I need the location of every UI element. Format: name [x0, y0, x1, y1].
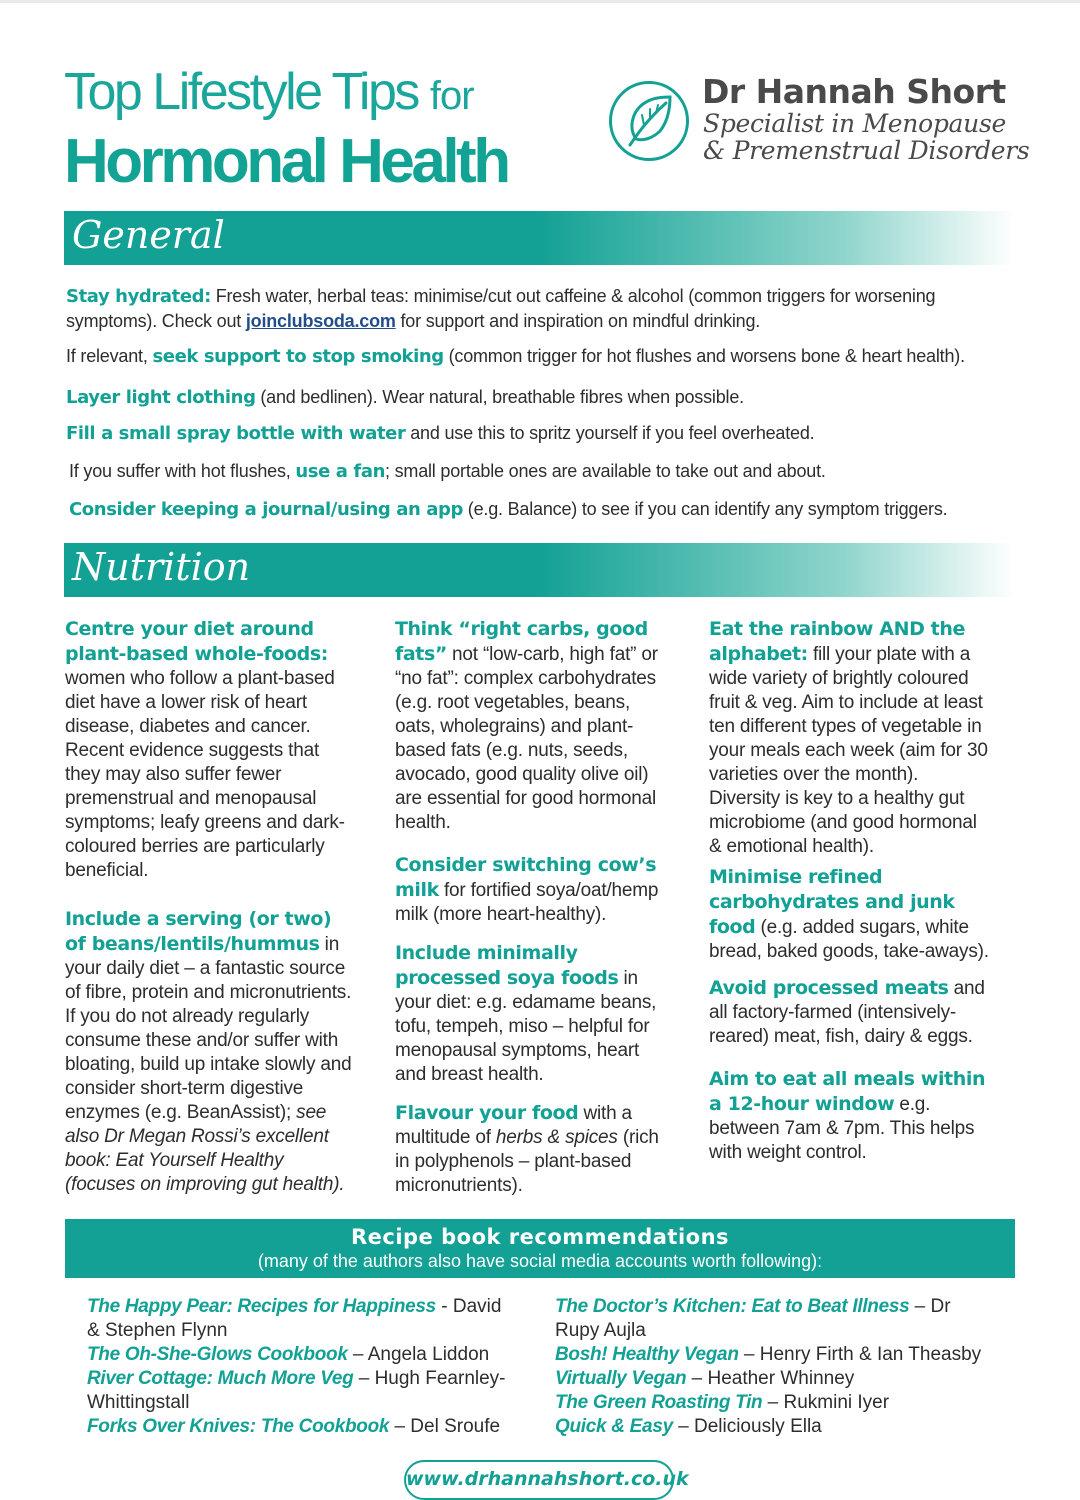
tip-smoking: If relevant, seek support to stop smoking (common trigger for hot flushes and worsens bone & heart health). — [66, 346, 965, 367]
tip-rainbow: Eat the rainbow AND the alphabet: fill your plate with a wide variety of brightly coloured fruit & veg. Aim to include at least ten different types of vegetable in your meals each week (aim for 30 varieties over the month). Diversity is key to a healthy gut microbiome (and good hormonal & emotional health). — [709, 618, 988, 857]
tip-beans: Include a serving (or two) of beans/lentils/hummus in your daily diet – a fantastic source of fibre, protein and micronutrients. If you do not already regularly consume these and/or suffer with bloating, build up intake slowly and consider short-term digestive enzymes (e.g. BeanAssist); see also Dr Megan Rossi’s excellent book: Eat Yourself Healthy (focuses on improving gut health). — [65, 908, 352, 1195]
tip-flavour: Flavour your food with a multitude of herbs & spices (rich in polyphenols – plant-based micronutrients). — [395, 1102, 659, 1196]
tip-soya: Include minimally processed soya foods in your diet: e.g. edamame beans, tofu, tempeh, miso – helpful for menopausal symptoms, heart and breast health. — [395, 942, 657, 1085]
book-item: Quick & Easy – Deliciously Ella — [555, 1416, 822, 1437]
tip-hydration: Stay hydrated: Fresh water, herbal teas: minimise/cut out caffeine & alcohol (common triggers for worsening symptoms). Check out joinclubsoda.com for support and inspiration on mindful drinking. — [66, 286, 936, 331]
recipe-section-header: Recipe book recommendations (many of the authors also have social media accounts worth following): — [65, 1219, 1015, 1278]
tip-carbs-fats: Think “right carbs, good fats” not “low-carb, high fat” or “no fat”: complex carbohydrates (e.g. root vegetables, beans, oats, wholegrains) and plant-based fats (e.g. nuts, seeds, avocado, good quality olive oil) are essential for good hormonal health. — [395, 618, 658, 833]
nutrition-column-2 — [395, 617, 675, 1198]
nutrition-section-header: Nutrition — [64, 543, 1014, 597]
website-link-label: www.drhannahshort.co.uk — [406, 1468, 689, 1490]
book-item: The Doctor’s Kitchen: Eat to Beat Illness – Dr Rupy Aujla — [555, 1296, 951, 1341]
brand-name: Dr Hannah Short — [702, 72, 1006, 111]
recipe-list-right — [555, 1295, 995, 1439]
top-border — [0, 0, 1080, 3]
title-line2: Hormonal Health — [64, 127, 508, 196]
tip-journal: Consider keeping a journal/using an app (e.g. Balance) to see if you can identify any symptom triggers. — [69, 499, 948, 520]
book-item: The Happy Pear: Recipes for Happiness - David & Stephen Flynn — [87, 1296, 502, 1341]
tip-clothing: Layer light clothing (and bedlinen). Wear natural, breathable fibres when possible. — [66, 387, 744, 408]
website-link[interactable] — [404, 1460, 689, 1500]
tip-milk: Consider switching cow’s milk for fortified soya/oat/hemp milk (more heart-healthy). — [395, 854, 659, 925]
nutrition-column-1 — [65, 617, 357, 1197]
tip-fan: If you suffer with hot flushes, use a fan; small portable ones are available to take out and about. — [69, 461, 826, 482]
tip-refined-carbs: Minimise refined carbohydrates and junk food (e.g. added sugars, white bread, baked goods, take-aways). — [709, 866, 989, 962]
tip-12-hour-window: Aim to eat all meals within a 12-hour window e.g. between 7am & 7pm. This helps with weight control. — [709, 1068, 986, 1163]
general-section-header: General — [64, 211, 1014, 265]
joinclubsoda-link[interactable]: joinclubsoda.com — [245, 311, 396, 331]
book-item: Virtually Vegan – Heather Whinney — [555, 1368, 855, 1389]
book-item: River Cottage: Much More Veg – Hugh Fearnley-Whittingstall — [87, 1368, 506, 1413]
leaf-icon — [609, 81, 689, 161]
tip-spray-bottle: Fill a small spray bottle with water and use this to spritz yourself if you feel overheated. — [66, 423, 815, 444]
book-item: Forks Over Knives: The Cookbook – Del Sroufe — [87, 1416, 501, 1437]
book-item: The Oh-She-Glows Cookbook – Angela Liddon — [87, 1344, 490, 1365]
nutrition-column-3 — [709, 617, 989, 1165]
brand-tagline: Specialist in Menopause & Premenstrual Disorders — [703, 109, 1030, 165]
book-item: The Green Roasting Tin – Rukmini Iyer — [555, 1392, 890, 1413]
tip-processed-meats: Avoid processed meats and all factory-farmed (intensively-reared) meat, fish, dairy & eggs. — [709, 977, 985, 1047]
tip-plant-based: Centre your diet around plant-based whole-foods: women who follow a plant-based diet have a lower risk of heart disease, diabetes and cancer. Recent evidence suggests that they may also suffer fewer premenstrual and menopausal symptoms; leafy greens and dark-coloured berries are particularly beneficial. — [65, 618, 345, 881]
book-item: Bosh! Healthy Vegan – Henry Firth & Ian Theasby — [555, 1344, 982, 1365]
title-line1: Top Lifestyle Tips for — [64, 63, 474, 121]
recipe-list-left — [87, 1295, 507, 1439]
